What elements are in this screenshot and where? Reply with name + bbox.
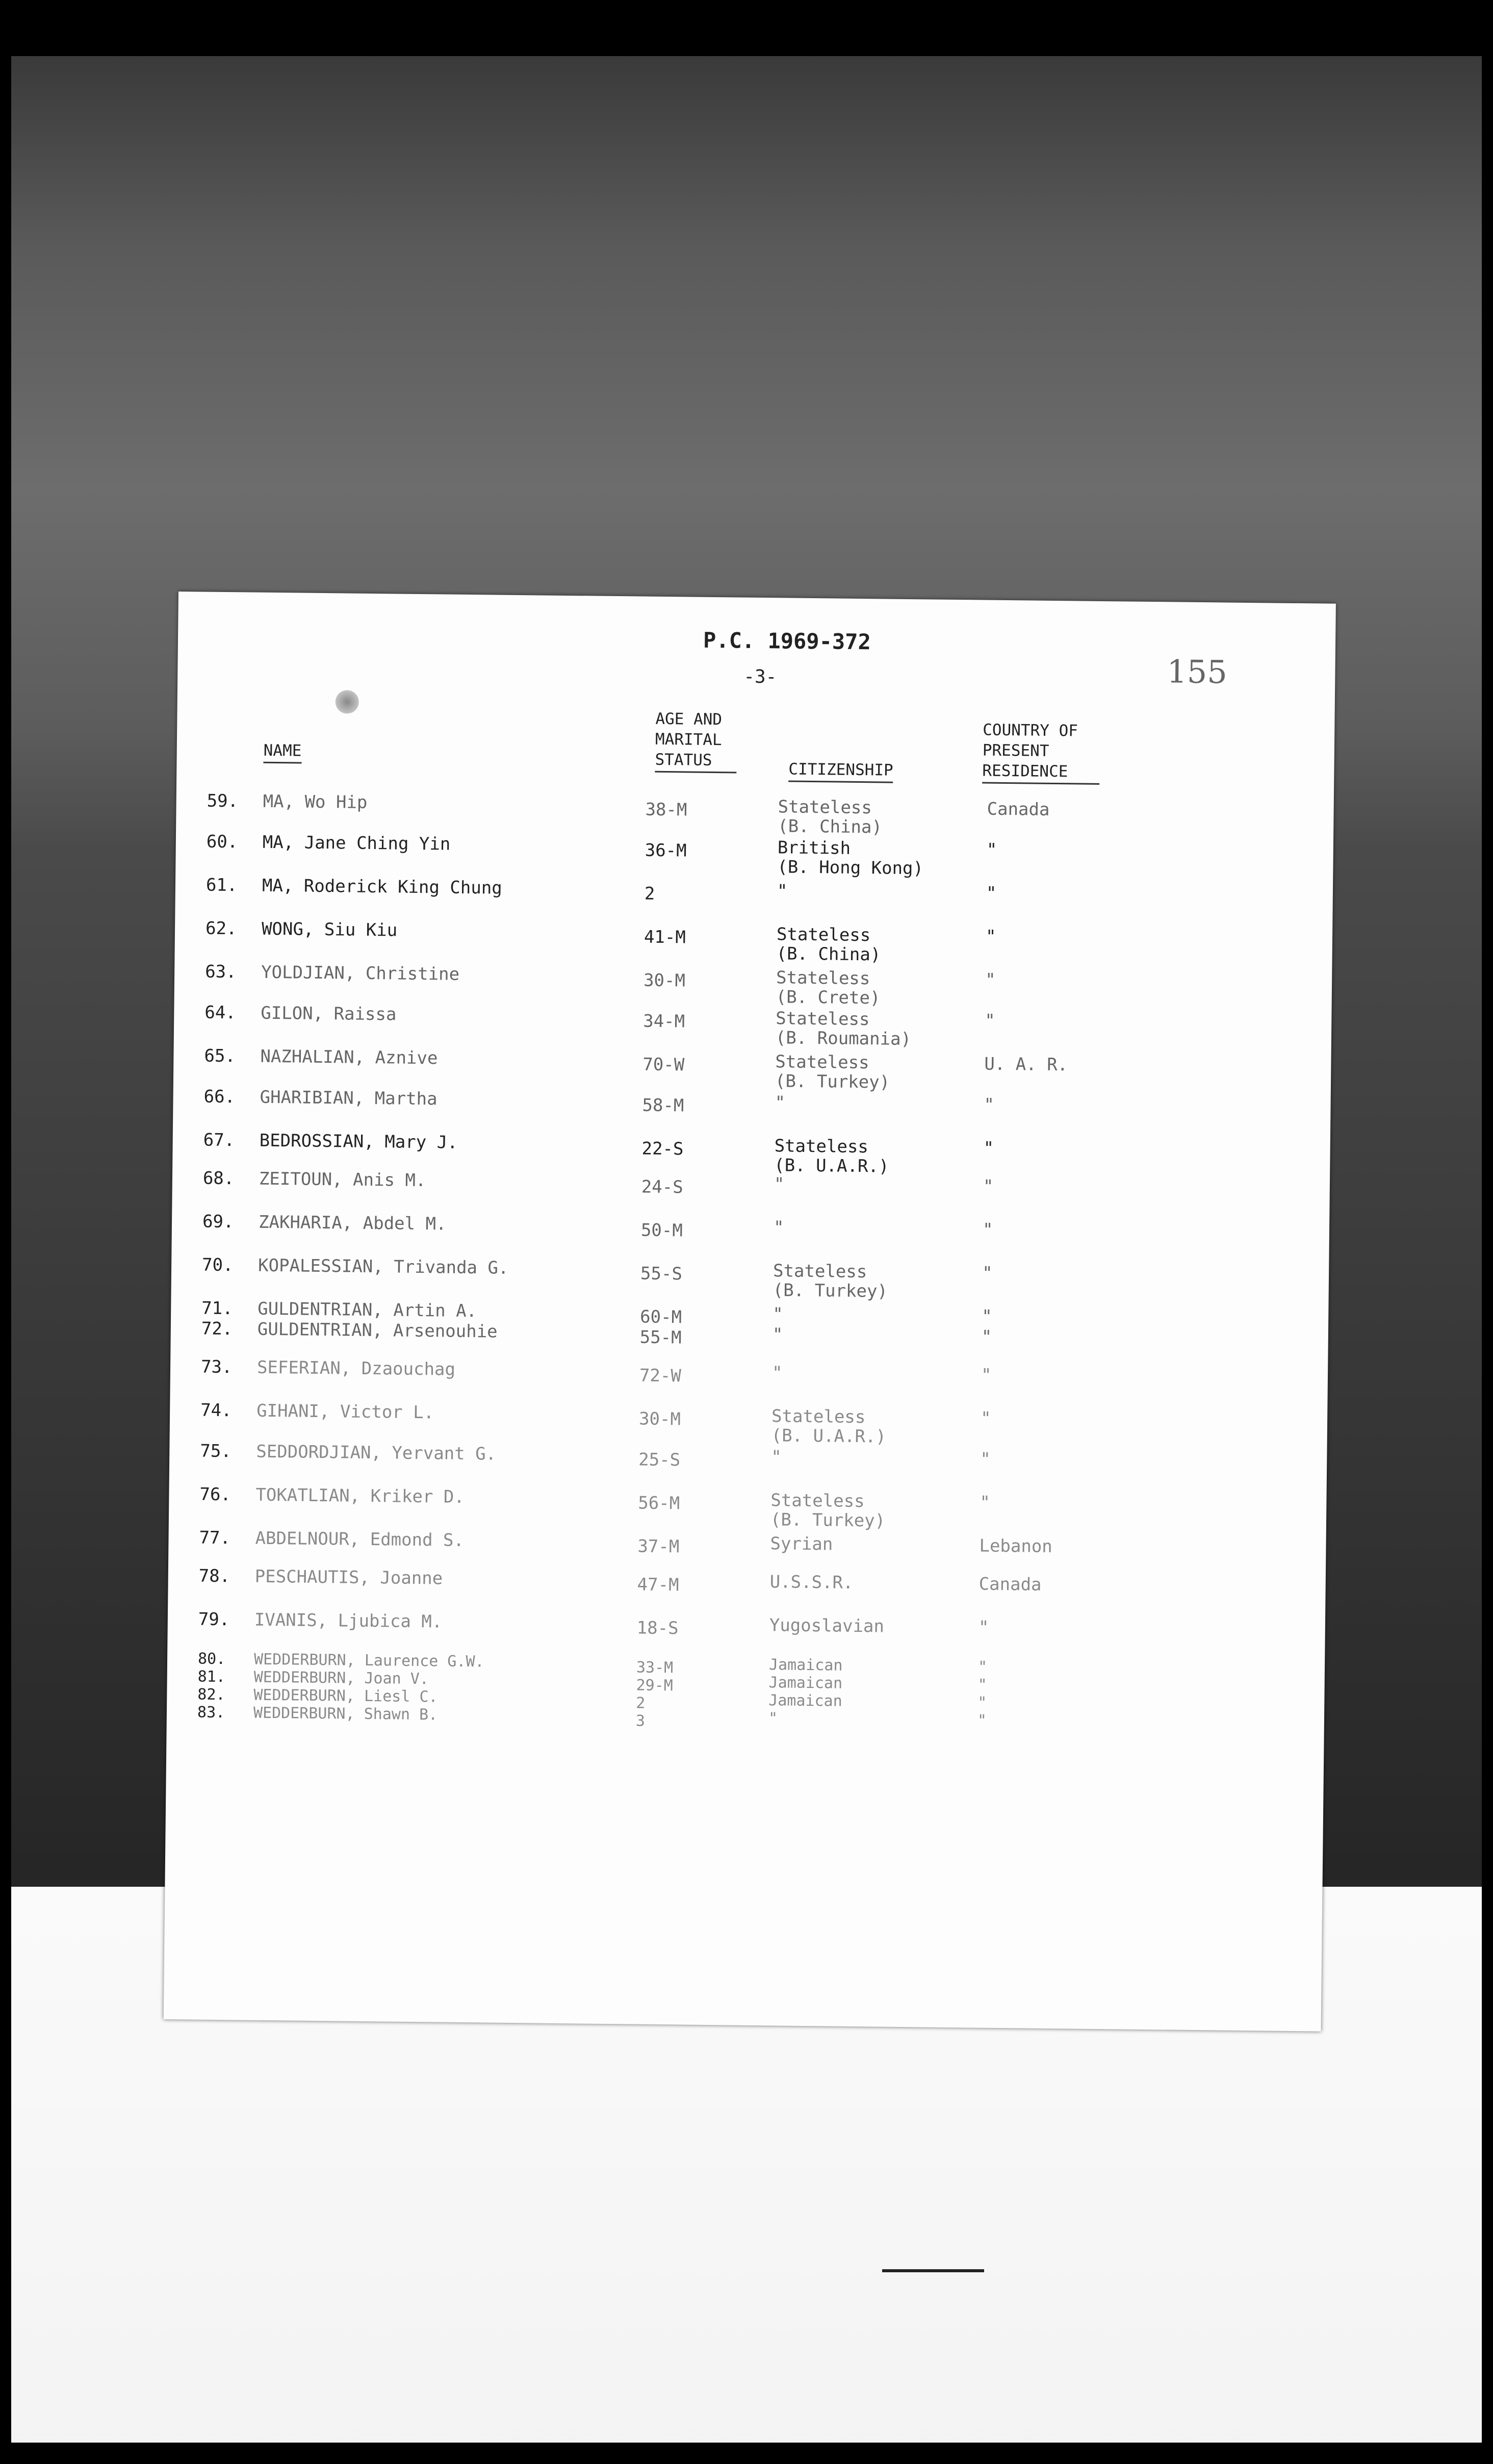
row-name: IVANIS, Ljubica M. (254, 1609, 443, 1632)
page-marker: -3- (743, 666, 777, 688)
row-number: 77. (199, 1527, 231, 1549)
row-citizenship-birthplace: (B. Crete) (776, 987, 881, 1009)
row-name: WONG, Siu Kiu (261, 918, 398, 941)
row-citizenship-birthplace: (B. China) (776, 943, 881, 965)
row-number: 59. (207, 790, 239, 812)
row-citizenship-birthplace: (B. Turkey) (770, 1509, 886, 1531)
row-age: 25-S (638, 1449, 681, 1471)
row-name: NAZHALIAN, Aznive (260, 1046, 438, 1069)
row-residence: " (980, 1449, 991, 1470)
row-citizenship-birthplace: (B. China) (778, 816, 883, 838)
row-name: WEDDERBURN, Liesl C. (253, 1686, 438, 1706)
row-citizenship: " (771, 1363, 783, 1383)
row-name: GHARIBIAN, Martha (260, 1087, 437, 1110)
header-age: AGE AND MARITAL STATUS (655, 709, 737, 774)
row-age: 55-M (639, 1327, 682, 1348)
row-number: 66. (203, 1086, 236, 1108)
punch-hole (336, 690, 359, 713)
stamp-number: 155 (1167, 653, 1228, 691)
row-citizenship: " (773, 1217, 784, 1238)
row-age: 24-S (641, 1176, 683, 1198)
row-citizenship-birthplace: (B. Roumania) (775, 1028, 912, 1050)
row-citizenship-birthplace: (B. Hong Kong) (777, 857, 924, 879)
row-residence: Lebanon (979, 1535, 1052, 1557)
row-age: 34-M (643, 1011, 685, 1032)
row-number: 70. (201, 1254, 234, 1276)
row-residence: " (981, 1365, 992, 1385)
row-name: GULDENTRIAN, Artin A. (258, 1298, 477, 1322)
order-number: P.C. 1969-372 (703, 627, 871, 655)
row-citizenship: Stateless (773, 1261, 867, 1282)
row-number: 69. (202, 1211, 234, 1233)
film-edge-bottom (0, 2443, 1493, 2464)
row-citizenship: Jamaican (768, 1691, 842, 1710)
row-residence: Canada (979, 1574, 1042, 1595)
row-age: 56-M (638, 1493, 680, 1514)
row-age: 3 (635, 1712, 646, 1730)
row-number: 64. (204, 1002, 236, 1023)
row-residence: " (977, 1711, 987, 1730)
row-age: 2 (636, 1694, 646, 1712)
row-name: BEDROSSIAN, Mary J. (259, 1130, 458, 1153)
row-name: MA, Jane Ching Yin (262, 832, 451, 855)
row-age: 50-M (640, 1220, 683, 1241)
row-name: TOKATLIAN, Kriker D. (255, 1484, 465, 1507)
row-residence: U. A. R. (984, 1054, 1068, 1075)
row-number: 62. (205, 918, 237, 939)
row-residence: " (983, 1176, 994, 1197)
row-age: 72-W (639, 1365, 682, 1387)
row-citizenship-birthplace: (B. U.A.R.) (771, 1425, 887, 1447)
row-citizenship: British (777, 837, 851, 859)
row-residence: " (985, 926, 996, 947)
row-number: 63. (204, 961, 237, 983)
row-number: 73. (200, 1356, 233, 1378)
row-citizenship: Stateless (771, 1406, 866, 1428)
row-residence: " (984, 1094, 995, 1115)
row-age: 58-M (642, 1095, 684, 1116)
row-citizenship: " (768, 1709, 778, 1728)
row-name: WEDDERBURN, Laurence G.W. (253, 1650, 484, 1671)
row-name: GIHANI, Victor L. (256, 1400, 434, 1423)
row-citizenship: Jamaican (768, 1656, 843, 1675)
row-citizenship: Stateless (776, 1008, 870, 1030)
film-edge-right (1482, 56, 1493, 2464)
row-number: 79. (198, 1609, 230, 1630)
row-name: GILON, Raissa (261, 1003, 397, 1025)
row-age: 60-M (639, 1306, 682, 1328)
row-residence: " (977, 1676, 987, 1694)
row-age: 37-M (637, 1536, 680, 1557)
row-citizenship: Yugoslavian (769, 1615, 885, 1637)
row-age: 29-M (636, 1676, 674, 1695)
row-name: MA, Roderick King Chung (262, 875, 502, 899)
header-residence: COUNTRY OF PRESENT RESIDENCE (982, 720, 1100, 785)
row-number: 75. (200, 1441, 231, 1462)
row-age: 30-M (638, 1408, 681, 1430)
row-age: 70-W (642, 1054, 685, 1075)
row-residence: " (981, 1326, 992, 1347)
row-citizenship: Stateless (776, 967, 870, 989)
row-age: 33-M (636, 1658, 674, 1677)
row-age: 41-M (643, 927, 686, 948)
row-number: 82. (197, 1685, 225, 1704)
row-citizenship: U.S.S.R. (769, 1572, 854, 1593)
row-age: 47-M (637, 1574, 679, 1596)
row-residence: Canada (987, 799, 1050, 820)
row-residence: " (977, 1658, 988, 1676)
row-age: 36-M (645, 840, 687, 861)
row-name: YOLDJIAN, Christine (261, 962, 460, 985)
row-citizenship: Stateless (770, 1490, 865, 1512)
row-age: 2 (644, 883, 655, 904)
row-citizenship: Stateless (776, 924, 871, 946)
row-number: 68. (202, 1168, 235, 1189)
row-name: KOPALESSIAN, Trivanda G. (258, 1255, 509, 1278)
row-number: 72. (201, 1318, 233, 1340)
row-name: ZEITOUN, Anis M. (259, 1168, 426, 1191)
row-name: ABDELNOUR, Edmond S. (255, 1528, 465, 1551)
document-page (164, 592, 1336, 2032)
row-residence: " (985, 1010, 995, 1031)
row-age: 30-M (643, 970, 686, 991)
row-age: 22-S (641, 1138, 684, 1160)
row-citizenship-birthplace: (B. Turkey) (773, 1280, 888, 1302)
row-residence: " (980, 1492, 991, 1513)
row-citizenship: Stateless (778, 797, 872, 818)
row-number: 81. (197, 1667, 226, 1686)
scan-mark (882, 2269, 984, 2272)
row-number: 65. (204, 1045, 236, 1067)
row-number: 71. (201, 1298, 233, 1319)
row-residence: " (981, 1306, 992, 1327)
row-number: 80. (197, 1650, 226, 1669)
header-name: NAME (263, 740, 301, 764)
row-number: 74. (200, 1400, 232, 1421)
row-citizenship: " (773, 1304, 783, 1325)
row-number: 78. (198, 1565, 230, 1587)
row-citizenship: Stateless (774, 1136, 869, 1158)
row-citizenship: Stateless (775, 1051, 869, 1073)
film-edge-left (0, 56, 11, 2464)
row-citizenship: " (772, 1324, 783, 1345)
row-age: 55-S (640, 1263, 683, 1285)
row-citizenship: Syrian (770, 1533, 833, 1555)
row-residence: " (980, 1408, 991, 1429)
row-name: SEDDORDJIAN, Yervant G. (256, 1441, 497, 1465)
row-residence: " (986, 839, 997, 860)
row-residence: " (986, 883, 997, 904)
row-number: 76. (199, 1484, 231, 1505)
row-number: 60. (206, 831, 238, 853)
row-residence: " (982, 1263, 993, 1284)
row-citizenship: " (771, 1447, 782, 1468)
row-name: MA, Wo Hip (263, 791, 368, 813)
row-age: 18-S (636, 1618, 679, 1639)
row-name: WEDDERBURN, Shawn B. (253, 1704, 438, 1724)
row-residence: " (982, 1219, 993, 1240)
row-citizenship: Jamaican (768, 1674, 843, 1692)
row-residence: " (977, 1693, 987, 1712)
row-name: WEDDERBURN, Joan V. (253, 1668, 429, 1688)
row-citizenship: " (775, 1092, 786, 1113)
row-citizenship: " (774, 1174, 785, 1195)
row-name: SEFERIAN, Dzaouchag (256, 1357, 456, 1380)
header-citizenship: CITIZENSHIP (788, 759, 893, 783)
row-residence: " (985, 969, 996, 990)
row-residence: " (978, 1617, 989, 1638)
row-name: GULDENTRIAN, Arsenouhie (257, 1319, 498, 1342)
row-name: PESCHAUTIS, Joanne (254, 1566, 443, 1589)
row-citizenship-birthplace: (B. Turkey) (775, 1071, 890, 1093)
row-age: 38-M (645, 799, 687, 820)
row-number: 67. (203, 1130, 235, 1151)
row-residence: " (983, 1138, 994, 1159)
row-citizenship-birthplace: (B. U.A.R.) (774, 1155, 889, 1177)
row-number: 61. (205, 875, 238, 896)
row-name: ZAKHARIA, Abdel M. (258, 1212, 447, 1235)
row-citizenship: " (777, 881, 788, 902)
row-number: 83. (197, 1703, 225, 1722)
